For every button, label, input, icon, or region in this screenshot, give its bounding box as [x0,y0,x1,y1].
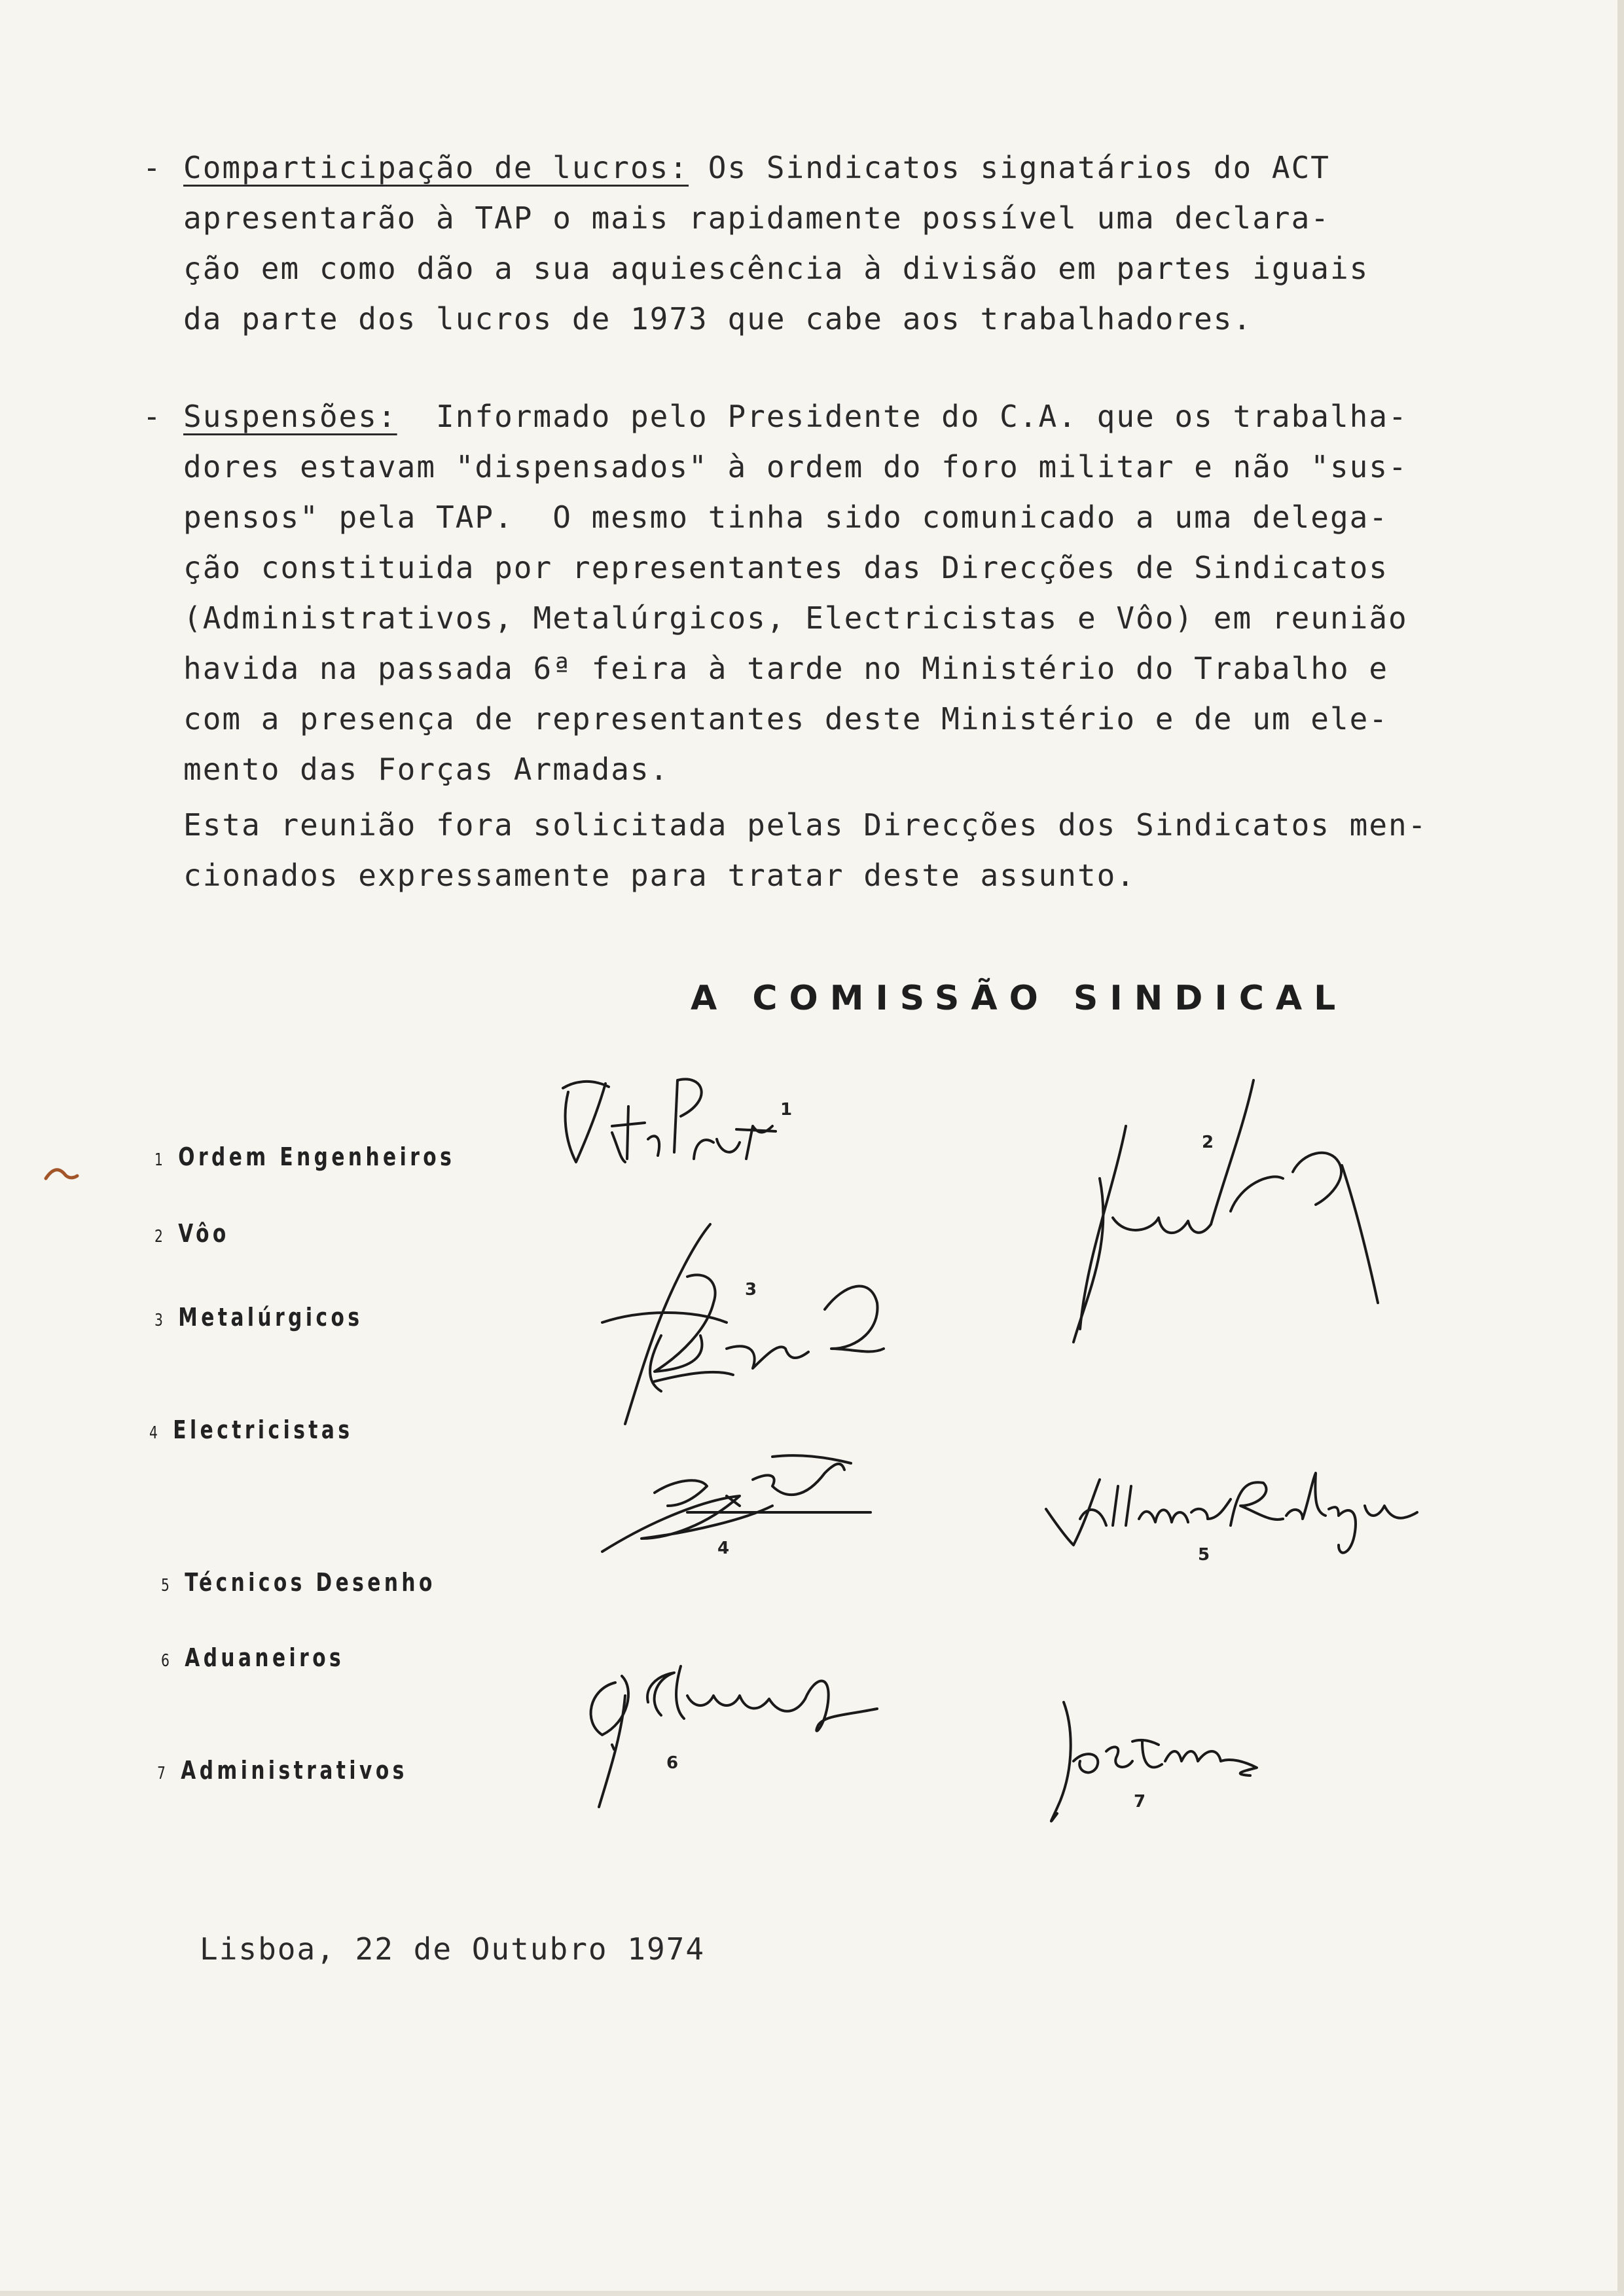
signature-7 [1051,1702,1257,1821]
signatory-label: 5 Técnicos Desenho [161,1568,436,1597]
signature-5 [1046,1473,1417,1553]
paragraph-line: havida na passada 6ª feira à tarde no Ministério do Trabalho e [183,651,1389,686]
paragraph-line: ção constituida por representantes das Direcções de Sindicatos [183,550,1389,585]
paragraph-line: apresentarão à TAP o mais rapidamente possível uma declara- [183,200,1330,236]
margin-mark [46,1170,77,1178]
signature-6 [591,1666,877,1807]
paragraph-line: Os Sindicatos signatários do ACT [689,150,1330,185]
signature-2 [1074,1080,1378,1342]
signature-3 [602,1224,884,1424]
paragraph-line: da parte dos lucros de 1973 que cabe aos trabalhadores. [183,301,1253,337]
paragraph-line: Informado pelo Presidente do C.A. que os trabalha- [397,399,1408,434]
signature-number: 2 [1202,1133,1214,1152]
paragraph-line: pensos" pela TAP. O mesmo tinha sido comunicado a uma delega- [183,500,1389,535]
signatory-label: 4 Electricistas [149,1415,353,1444]
paragraph-line: dores estavam "dispensados" à ordem do foro militar e não "sus- [183,449,1408,484]
place-date: Lisboa, 22 de Outubro 1974 [200,1931,706,1967]
paragraph-line: ção em como dão a sua aquiescência à divisão em partes iguais [183,251,1369,286]
paragraph-line: (Administrativos, Metalúrgicos, Electricistas e Vôo) em reunião [183,600,1408,636]
signature-1 [563,1079,776,1162]
signature-number: 7 [1134,1792,1146,1812]
paragraph-line: com a presença de representantes deste Ministério e de um ele- [183,701,1389,737]
suspensions-heading: Suspensões: [183,399,397,434]
commission-title: A COMISSÃO SINDICAL [691,979,1348,1018]
signature-number: 3 [745,1280,757,1300]
signatory-label: 6 Aduaneiros [161,1643,345,1672]
signature-number: 1 [780,1100,793,1120]
signature-number: 4 [717,1539,730,1558]
bullet-dash: - [143,150,162,185]
signatory-label: 1 Ordem Engenheiros [154,1142,456,1171]
signature-4 [602,1455,871,1552]
paragraph-line: cionados expressamente para tratar deste assunto. [183,858,1136,893]
bullet-dash: - [143,399,162,434]
signatory-label: 3 Metalúrgicos [154,1303,363,1332]
signature-number: 5 [1198,1545,1210,1565]
paragraph-line: Esta reunião fora solicitada pelas Direcções dos Sindicatos men- [183,807,1428,843]
paragraph-line: mento das Forças Armadas. [183,752,670,787]
signatory-label: 2 Vôo [154,1219,230,1248]
signature-number: 6 [666,1753,679,1773]
profit-heading: Comparticipação de lucros: [183,150,689,185]
signatory-label: 7 Administrativos [157,1756,408,1785]
